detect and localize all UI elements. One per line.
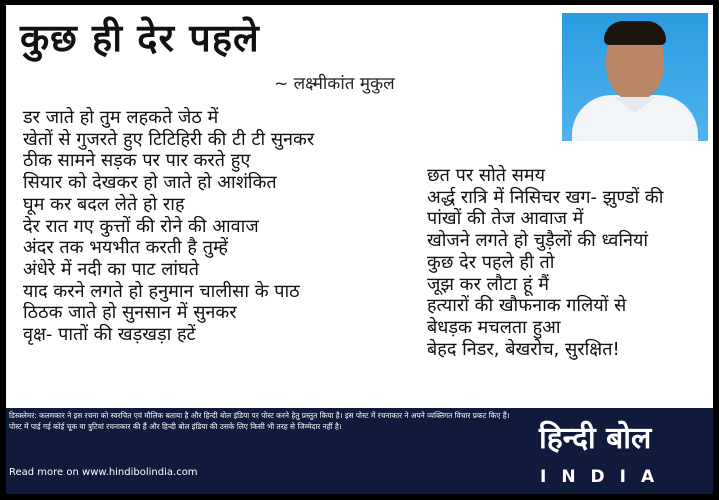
- poem-line: कुछ देर पहले ही तो: [427, 251, 555, 273]
- poem-line: हत्यारों की खौफनाक गलियों से: [427, 295, 627, 317]
- poem-line: डर जाते हो तुम लहकते जेठ में: [23, 107, 219, 128]
- poem-line: देर रात गए कुत्तों की रोने की आवाज: [23, 215, 259, 237]
- poem-line: खेतों से गुजरते हुए टिटिहिरी की टी टी सुनकर: [23, 128, 315, 150]
- poem-line: जूझ कर लौटा हूं मैं: [427, 273, 549, 295]
- poem-line: खोजने लगते हो चुड़ैलों की ध्वनियां: [427, 230, 649, 252]
- footer-bar: [6, 408, 713, 494]
- poem-line: याद करने लगते हो हनुमान चालीसा के पाठ: [23, 280, 300, 302]
- poem-line: ठीक सामने सड़क पर पार करते हुए: [23, 150, 251, 172]
- poem-author: ~ लक्ष्मीकांत मुकुल: [274, 74, 395, 94]
- poem-line: अंदर तक भयभीत करती है तुम्हें: [23, 237, 228, 259]
- poem-card: [6, 5, 713, 408]
- poem-stanza-left: [23, 107, 314, 346]
- poem-stanza-right: [427, 165, 663, 360]
- read-more-link[interactable]: Read more on www.hindibolindia.com: [9, 467, 198, 478]
- brand-logo-subtitle: INDIA: [540, 467, 670, 487]
- poem-line: बेधड़क मचलता हुआ: [427, 316, 561, 338]
- poem-line: पांखों की तेज आवाज में: [427, 208, 584, 230]
- author-photo: [562, 13, 708, 141]
- author-photo-hair: [604, 21, 666, 45]
- poem-line: सियार को देखकर हो जाते हो आशंकित: [23, 172, 277, 194]
- brand-logo-title: हिन्दी बोल: [539, 421, 652, 456]
- poem-title: कुछ ही देर पहले: [20, 16, 260, 60]
- poem-line: अर्द्ध रात्रि में निसिचर खग- झुण्डों की: [427, 186, 664, 208]
- poem-line: अंधेरे में नदी का पाट लांघते: [23, 258, 199, 280]
- disclaimer-text: डिस्क्लेमर: कलमकार ने इस रचना को स्वरचित एवं मौलिक बताया है और हिन्दी बोल इंडिया पर पोस्ट करने हेतु प्रस्तुत किया है। इस पोस्ट में रचनाकार ने अपने व्यक्तिगत विचार प्रकट किए हैं। पोस्ट में पाई गई कोई चूक या त्रुटियां रचनाकार की हैं और हिन्दी बोल इंडिया की उसके लिए किसी भी तरह से जिम्मेदार नहीं है।: [9, 411, 510, 431]
- brand-logo: [534, 408, 713, 494]
- poem-line: बेहद निडर, बेखरोच, सुरक्षित!: [427, 338, 620, 360]
- poem-line: ठिठक जाते हो सुनसान में सुनकर: [23, 302, 237, 324]
- poem-line: छत पर सोते समय: [427, 165, 546, 186]
- poem-line: घूम कर बदल लेते हो राह: [23, 193, 185, 215]
- poem-line: वृक्ष- पातों की खड़खड़ा हटें: [23, 324, 196, 346]
